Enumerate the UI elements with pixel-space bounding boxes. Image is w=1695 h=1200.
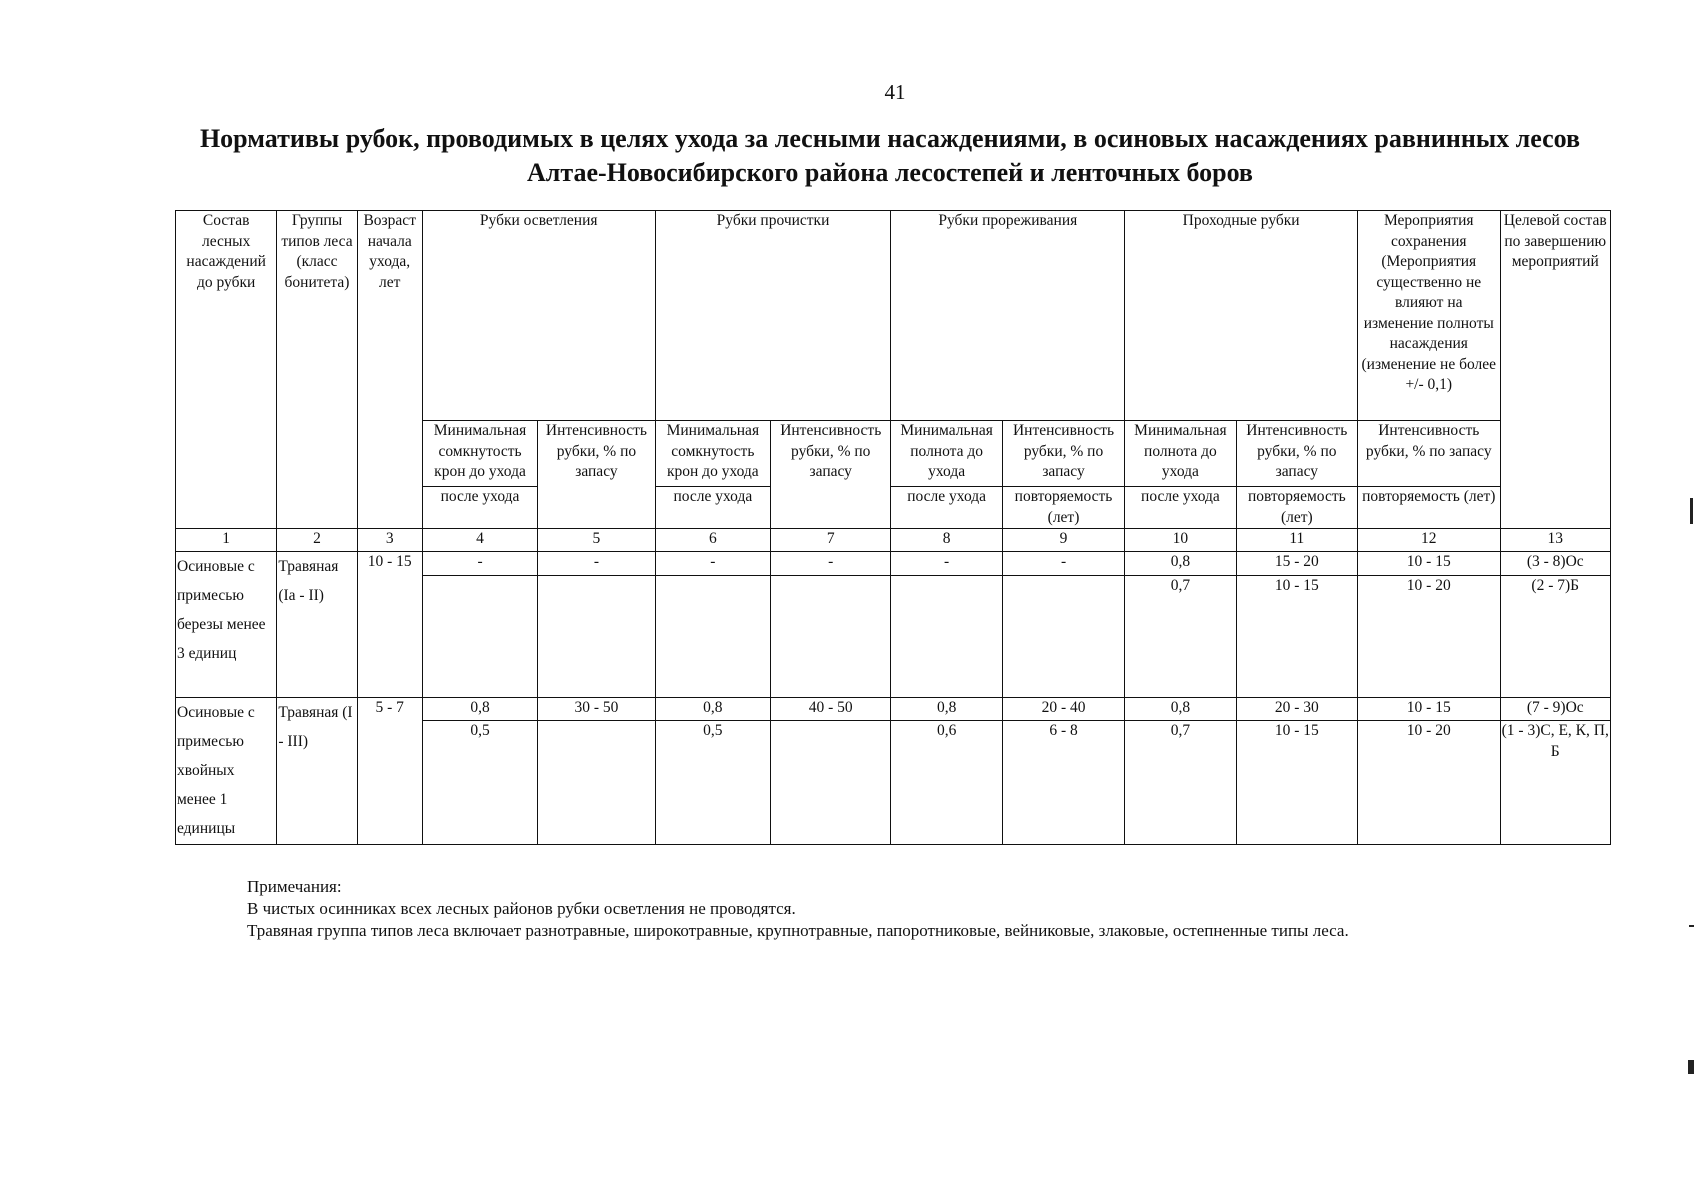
table-cell bbox=[655, 576, 770, 698]
header-intensity-11: Интенсивность рубки, % по запасу bbox=[1236, 421, 1357, 487]
header-cleaning: Рубки прочистки bbox=[655, 211, 891, 421]
column-number: 13 bbox=[1500, 529, 1611, 552]
table-cell: 40 - 50 bbox=[771, 698, 891, 721]
header-clarification: Рубки осветления bbox=[422, 211, 655, 421]
header-after-care-10: после ухода bbox=[1125, 487, 1236, 529]
table-row bbox=[176, 698, 1611, 721]
row-forest-type: Травяная (I - III) bbox=[277, 698, 357, 845]
column-number: 7 bbox=[771, 529, 891, 552]
scan-edge-mark bbox=[1689, 925, 1694, 927]
row-start-age: 5 - 7 bbox=[357, 698, 422, 721]
header-after-care-4: после ухода bbox=[422, 487, 537, 529]
table-cell bbox=[538, 721, 655, 845]
notes bbox=[247, 876, 1577, 942]
header-intensity-12: Интенсивность рубки, % по запасу bbox=[1358, 421, 1500, 487]
table-cell: 0,8 bbox=[1125, 698, 1236, 721]
header-forest-groups: Группы типов леса (класс бонитета) bbox=[277, 211, 357, 529]
header-after-care-6: после ухода bbox=[655, 487, 770, 529]
header-min-closure-4: Минимальная сомкнутость крон до ухода bbox=[422, 421, 537, 487]
table-cell: (7 - 9)Ос bbox=[1500, 698, 1611, 721]
table-cell: 20 - 40 bbox=[1002, 698, 1124, 721]
column-number-row bbox=[176, 529, 1611, 552]
row-start-age: 10 - 15 bbox=[357, 552, 422, 576]
table-cell: 0,7 bbox=[1125, 721, 1236, 845]
notes-line: В чистых осинниках всех лесных районов рубки осветления не проводятся. bbox=[247, 899, 796, 918]
header-intensity-9: Интенсивность рубки, % по запасу bbox=[1002, 421, 1124, 487]
table-cell bbox=[357, 721, 422, 845]
column-number: 10 bbox=[1125, 529, 1236, 552]
header-row-main bbox=[176, 211, 1611, 421]
table-cell bbox=[538, 576, 655, 698]
header-repeatability-11: повторяемость (лет) bbox=[1236, 487, 1357, 529]
header-passing: Проходные рубки bbox=[1125, 211, 1358, 421]
header-after-care-8: после ухода bbox=[891, 487, 1002, 529]
header-intensity-5: Интенсивность рубки, % по запасу bbox=[538, 421, 655, 529]
table-row bbox=[176, 721, 1611, 845]
table-row bbox=[176, 552, 1611, 576]
column-number: 6 bbox=[655, 529, 770, 552]
table-cell: 0,5 bbox=[422, 721, 537, 845]
notes-line: Травяная группа типов леса включает разнотравные, широкотравные, крупнотравные, папоротниковые, вейниковые, злаковые, остепненные типы леса. bbox=[247, 921, 1349, 940]
header-preservation: Мероприятия сохранения (Мероприятия существенно не влияют на изменение полноты насаждения (изменение не более +/- 0,1) bbox=[1358, 211, 1500, 421]
table-cell bbox=[771, 721, 891, 845]
column-number: 11 bbox=[1236, 529, 1357, 552]
column-number: 12 bbox=[1358, 529, 1500, 552]
table-cell: (3 - 8)Ос bbox=[1500, 552, 1611, 576]
table-cell bbox=[422, 576, 537, 698]
table-cell bbox=[357, 576, 422, 698]
table-cell: - bbox=[1002, 552, 1124, 576]
table-cell: 15 - 20 bbox=[1236, 552, 1357, 576]
column-number: 1 bbox=[176, 529, 277, 552]
table-cell: 10 - 15 bbox=[1358, 698, 1500, 721]
header-intensity-7: Интенсивность рубки, % по запасу bbox=[771, 421, 891, 529]
header-min-density-10: Минимальная полнота до ухода bbox=[1125, 421, 1236, 487]
table-cell: 0,6 bbox=[891, 721, 1002, 845]
table-cell: 0,8 bbox=[891, 698, 1002, 721]
header-target: Целевой состав по завершению мероприятий bbox=[1500, 211, 1611, 529]
table-cell: 10 - 15 bbox=[1358, 552, 1500, 576]
header-repeatability-12: повторяемость (лет) bbox=[1358, 487, 1500, 529]
table-cell: (1 - 3)С, Е, К, П, Б bbox=[1500, 721, 1611, 845]
column-number: 4 bbox=[422, 529, 537, 552]
header-thinning: Рубки прореживания bbox=[891, 211, 1125, 421]
header-min-closure-6: Минимальная сомкнутость крон до ухода bbox=[655, 421, 770, 487]
table-cell bbox=[891, 576, 1002, 698]
table-cell: - bbox=[891, 552, 1002, 576]
table-cell: 0,8 bbox=[422, 698, 537, 721]
header-repeatability-9: повторяемость (лет) bbox=[1002, 487, 1124, 529]
table-cell: 10 - 15 bbox=[1236, 721, 1357, 845]
header-composition: Состав лесных насаждений до рубки bbox=[176, 211, 277, 529]
table-cell: 6 - 8 bbox=[1002, 721, 1124, 845]
table-cell: - bbox=[538, 552, 655, 576]
table-cell: 30 - 50 bbox=[538, 698, 655, 721]
norms-table bbox=[175, 210, 1611, 845]
table-cell: 0,8 bbox=[655, 698, 770, 721]
table-cell: - bbox=[655, 552, 770, 576]
scan-edge-mark bbox=[1690, 498, 1693, 524]
table-cell: - bbox=[422, 552, 537, 576]
table-cell: (2 - 7)Б bbox=[1500, 576, 1611, 698]
scan-edge-mark bbox=[1688, 1060, 1694, 1074]
header-start-age: Возраст начала ухода, лет bbox=[357, 211, 422, 529]
row-forest-type: Травяная (Ia - II) bbox=[277, 552, 357, 698]
column-number: 2 bbox=[277, 529, 357, 552]
notes-heading: Примечания: bbox=[247, 877, 342, 896]
table-cell: 0,5 bbox=[655, 721, 770, 845]
column-number: 3 bbox=[357, 529, 422, 552]
table-cell: 10 - 15 bbox=[1236, 576, 1357, 698]
table-cell bbox=[771, 576, 891, 698]
row-composition: Осиновые с примесью хвойных менее 1 единицы bbox=[176, 698, 277, 845]
page-number: 41 bbox=[884, 80, 906, 104]
column-number: 9 bbox=[1002, 529, 1124, 552]
document-title: Нормативы рубок, проводимых в целях ухода за лесными насаждениями, в осиновых насаждениях равнинных лесов Алтае-Новосибирского района лесостепей и ленточных боров bbox=[199, 124, 1581, 187]
table-cell: 0,8 bbox=[1125, 552, 1236, 576]
table-cell: 0,7 bbox=[1125, 576, 1236, 698]
row-composition: Осиновые с примесью березы менее 3 единиц bbox=[176, 552, 277, 698]
table-cell: 10 - 20 bbox=[1358, 576, 1500, 698]
table-row bbox=[176, 576, 1611, 698]
table-cell bbox=[1002, 576, 1124, 698]
column-number: 8 bbox=[891, 529, 1002, 552]
table-cell: - bbox=[771, 552, 891, 576]
header-min-density-8: Минимальная полнота до ухода bbox=[891, 421, 1002, 487]
table-cell: 20 - 30 bbox=[1236, 698, 1357, 721]
column-number: 5 bbox=[538, 529, 655, 552]
table-cell: 10 - 20 bbox=[1358, 721, 1500, 845]
